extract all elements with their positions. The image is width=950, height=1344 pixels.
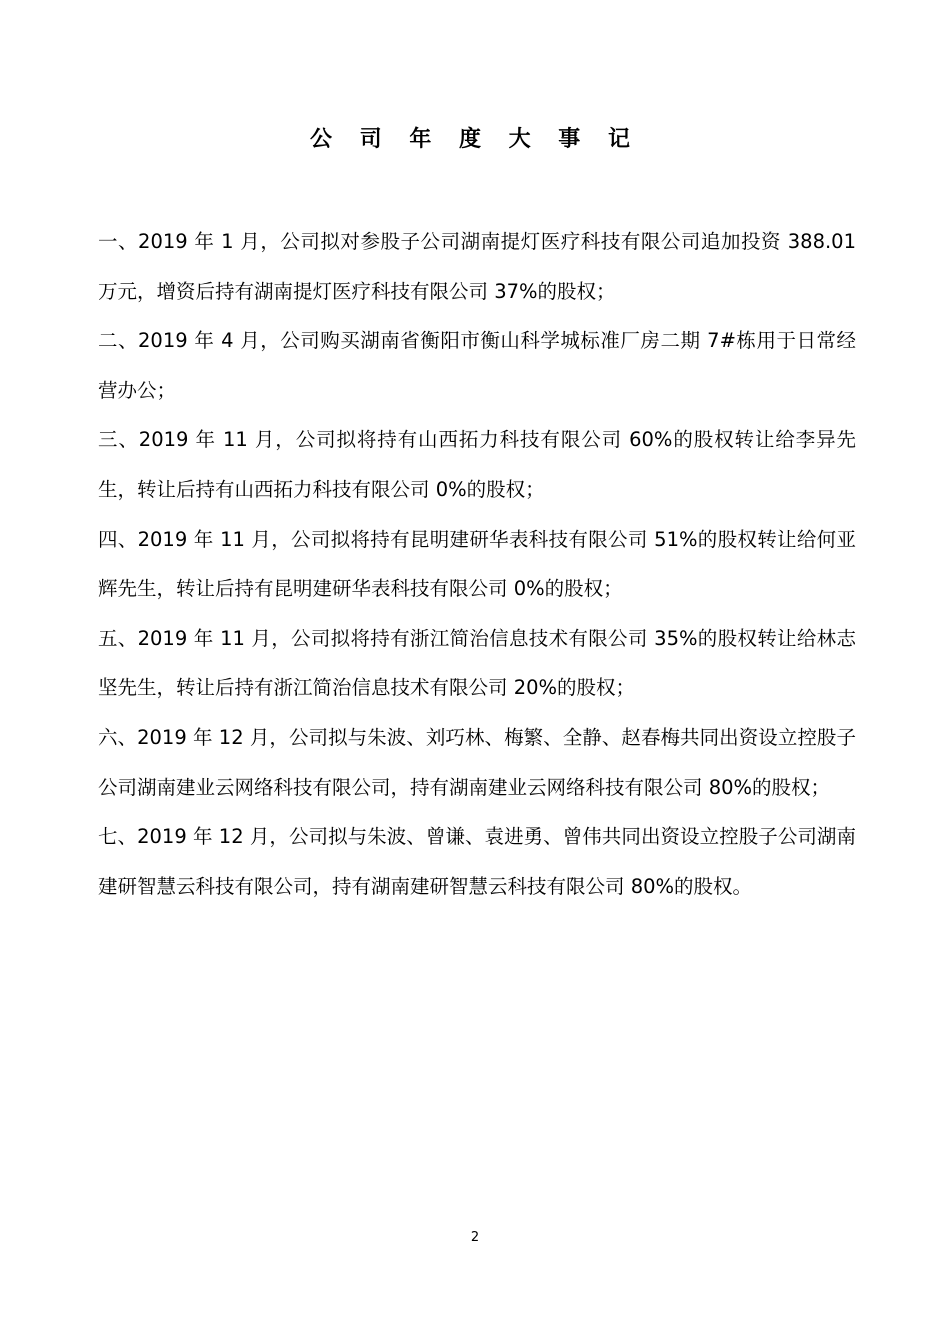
event-item-2: 二、2019 年 4 月，公司购买湖南省衡阳市衡山科学城标准厂房二期 7#栋用于日常经营办公； — [98, 329, 856, 402]
event-item-4: 四、2019 年 11 月，公司拟将持有昆明建研华表科技有限公司 51%的股权转让给何亚辉先生，转让后持有昆明建研华表科技有限公司 0%的股权； — [98, 527, 856, 601]
event-list — [98, 217, 856, 911]
event-item-1: 一、2019 年 1 月，公司拟对参股子公司湖南提灯医疗科技有限公司追加投资 388.01 万元，增资后持有湖南提灯医疗科技有限公司 37%的股权； — [98, 230, 856, 303]
event-item-5: 五、2019 年 11 月，公司拟将持有浙江简治信息技术有限公司 35%的股权转让给林志坚先生，转让后持有浙江简治信息技术有限公司 20%的股权； — [98, 626, 856, 700]
page-number: 2 — [470, 1230, 480, 1245]
page-title: 公 司 年 度 大 事 记 — [310, 127, 640, 152]
event-item-6: 六、2019 年 12 月，公司拟与朱波、刘巧林、梅繁、全静、赵春梅共同出资设立控股子公司湖南建业云网络科技有限公司，持有湖南建业云网络科技有限公司 80%的股权； — [98, 725, 856, 799]
event-item-3: 三、2019 年 11 月，公司拟将持有山西拓力科技有限公司 60%的股权转让给李异先生，转让后持有山西拓力科技有限公司 0%的股权； — [98, 428, 856, 501]
event-item-7: 七、2019 年 12 月，公司拟与朱波、曾谦、袁进勇、曾伟共同出资设立控股子公司湖南建研智慧云科技有限公司，持有湖南建研智慧云科技有限公司 80%的股权。 — [98, 825, 856, 898]
